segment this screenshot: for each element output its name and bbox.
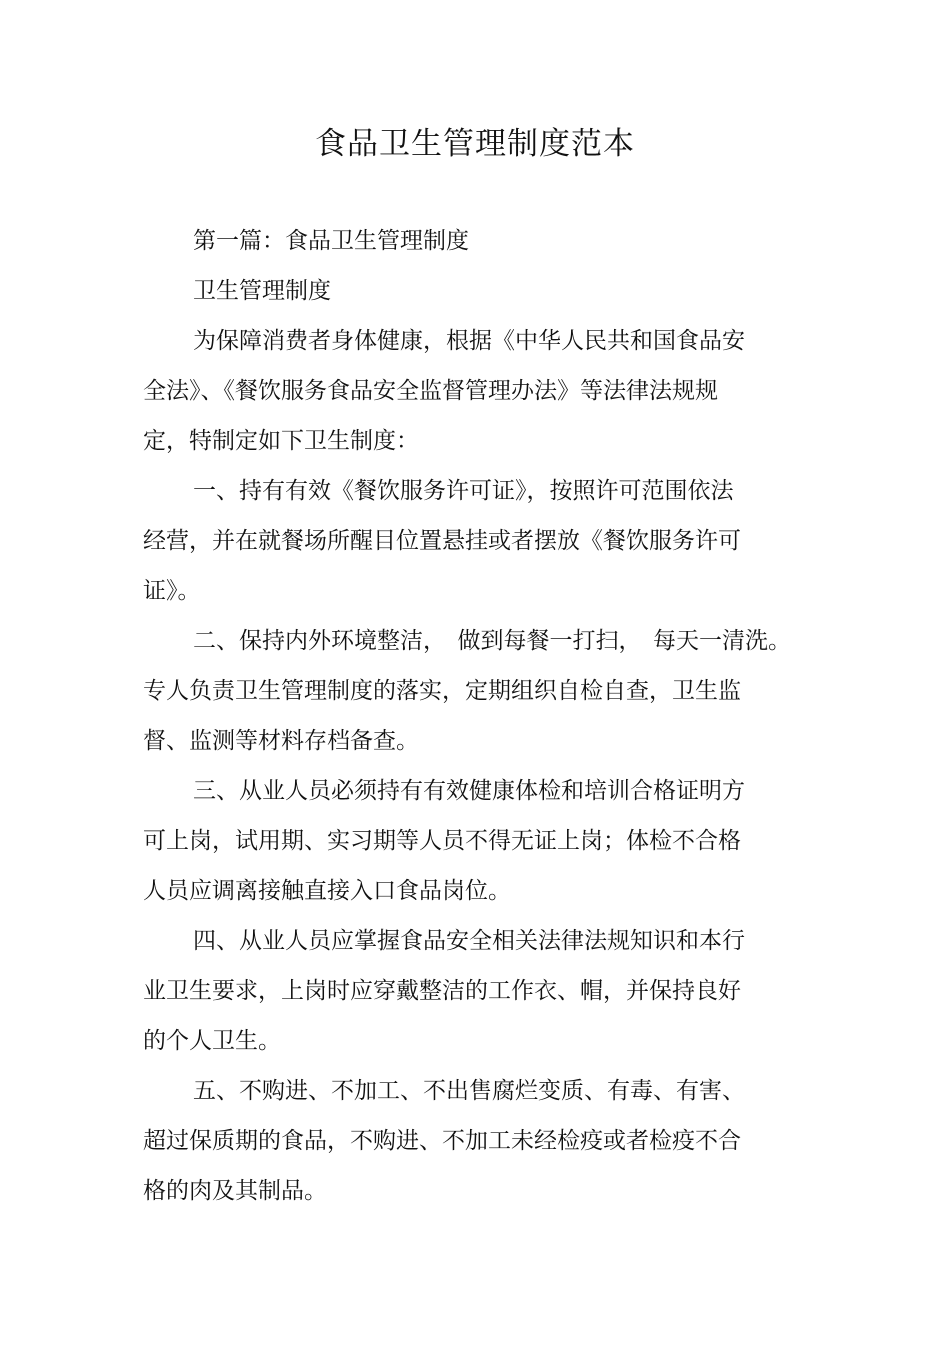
paragraph-line: 定，特制定如下卫生制度： [143, 428, 419, 454]
paragraph-line: 三、从业人员必须持有有效健康体检和培训合格证明方 [193, 778, 745, 804]
paragraph-line: 格的肉及其制品。 [143, 1178, 327, 1204]
paragraph-line: 可上岗，试用期、实习期等人员不得无证上岗；体检不合格 [143, 828, 741, 854]
paragraph-line: 的个人卫生。 [143, 1028, 281, 1054]
paragraph-line: 超过保质期的食品，不购进、不加工未经检疫或者检疫不合 [143, 1128, 741, 1154]
paragraph-line: 五、不购进、不加工、不出售腐烂变质、有毒、有害、 [193, 1078, 745, 1104]
paragraph-line: 二、保持内外环境整洁， 做到每餐一打扫， 每天一清洗。 [193, 628, 791, 654]
paragraph-line: 为保障消费者身体健康，根据《中华人民共和国食品安 [193, 328, 745, 354]
paragraph-line: 一、持有有效《餐饮服务许可证》，按照许可范围依法 [193, 478, 734, 504]
paragraph-line: 专人负责卫生管理制度的落实，定期组织自检自查，卫生监 [143, 678, 741, 704]
subsection-heading: 卫生管理制度 [193, 278, 331, 304]
paragraph-line: 全法》、《餐饮服务食品安全监督管理办法》等法律法规规 [143, 378, 718, 404]
paragraph-line: 人员应调离接触直接入口食品岗位。 [143, 878, 511, 904]
paragraph-line: 四、从业人员应掌握食品安全相关法律法规知识和本行 [193, 928, 745, 954]
paragraph-line: 证》。 [143, 578, 201, 604]
paragraph-line: 业卫生要求，上岗时应穿戴整洁的工作衣、帽，并保持良好 [143, 978, 741, 1004]
paragraph-line: 督、监测等材料存档备查。 [143, 728, 419, 754]
document-title: 食品卫生管理制度范本 [315, 126, 635, 162]
paragraph-line: 经营，并在就餐场所醒目位置悬挂或者摆放《餐饮服务许可 [143, 528, 741, 554]
section-heading: 第一篇：食品卫生管理制度 [193, 228, 469, 254]
